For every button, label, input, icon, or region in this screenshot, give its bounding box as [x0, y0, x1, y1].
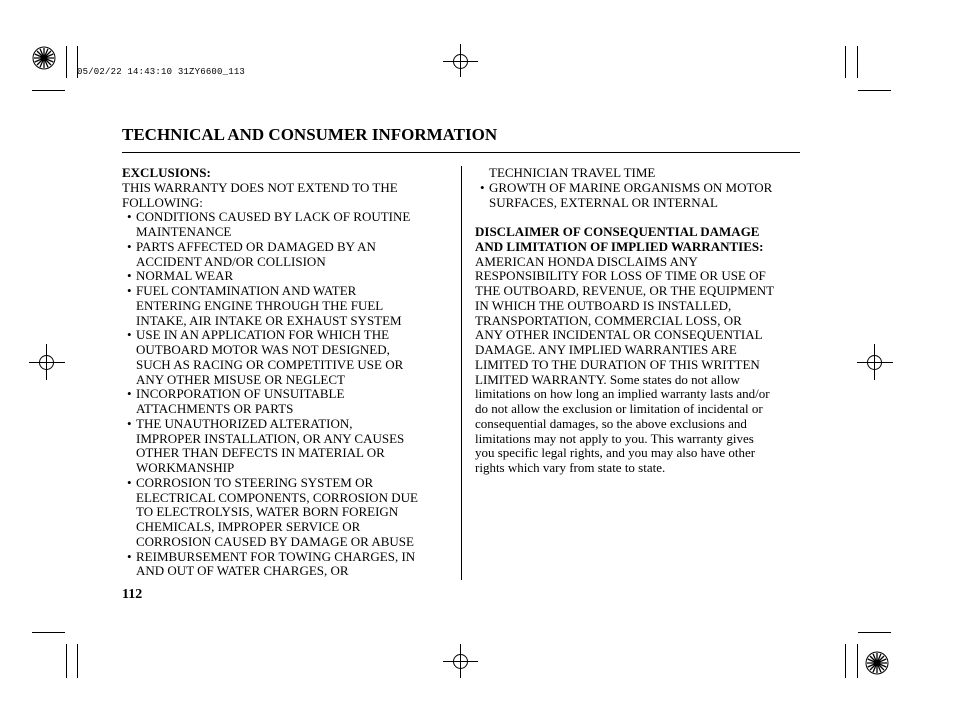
disclaimer-line: ANY OTHER INCIDENTAL OR CONSEQUENTIAL [475, 327, 763, 343]
bullet-icon: • [480, 179, 485, 195]
list-item [475, 181, 805, 211]
disclaimer-line: do not allow the exclusion or limitation of incidental or [475, 401, 763, 416]
crop-mark [845, 46, 846, 78]
exclusions-intro-line: THIS WARRANTY DOES NOT EXTEND TO THE [122, 179, 398, 195]
bullet-icon: • [127, 415, 132, 431]
registration-starburst-top-left [32, 46, 56, 70]
disclaimer-heading-line: DISCLAIMER OF CONSEQUENTIAL DAMAGE [475, 224, 760, 239]
disclaimer-line: limitations may not apply to you. This warranty gives [475, 430, 754, 446]
exclusions-list [122, 210, 452, 579]
list-item-text: OTHER THAN DEFECTS IN MATERIAL OR [136, 445, 385, 461]
list-item [122, 476, 452, 550]
disclaimer-heading-line: AND LIMITATION OF IMPLIED WARRANTIES: [475, 238, 764, 254]
exclusions-list-continued [475, 181, 805, 211]
list-item-text: CORROSION CAUSED BY DAMAGE OR ABUSE [136, 533, 414, 549]
list-item-text: SURFACES, EXTERNAL OR INTERNAL [489, 194, 718, 210]
page-title: TECHNICAL AND CONSUMER INFORMATION [122, 125, 498, 144]
crop-mark [32, 632, 65, 633]
bullet-icon: • [127, 548, 132, 564]
list-item-text: MAINTENANCE [136, 224, 232, 239]
list-item-text: AND OUT OF WATER CHARGES, OR [136, 563, 349, 579]
list-item-text: GROWTH OF MARINE ORGANISMS ON MOTOR [489, 179, 773, 195]
list-item-text: USE IN AN APPLICATION FOR WHICH THE [136, 327, 390, 343]
list-item [122, 387, 452, 417]
crop-mark [453, 661, 468, 662]
list-item-text: WORKMANSHIP [136, 460, 235, 475]
crop-mark [32, 90, 65, 91]
list-item-text: INCORPORATION OF UNSUITABLE [136, 386, 345, 402]
list-item-text: THE UNAUTHORIZED ALTERATION, [136, 415, 353, 431]
exclusions-intro-line: FOLLOWING: [122, 194, 203, 210]
list-item-text: ANY OTHER MISUSE OR NEGLECT [136, 371, 345, 387]
list-item [122, 550, 452, 580]
list-item-text: SUCH AS RACING OR COMPETITIVE USE OR [136, 356, 404, 372]
column-divider [461, 166, 462, 580]
crop-mark [845, 644, 846, 678]
crop-mark [453, 61, 468, 62]
print-slug: 05/02/22 14:43:10 31ZY6600_113 [77, 67, 246, 77]
list-item [122, 240, 452, 270]
page-number: 112 [122, 587, 143, 602]
list-item-text: INTAKE, AIR INTAKE OR EXHAUST SYSTEM [136, 312, 402, 328]
crop-mark [66, 644, 67, 678]
disclaimer-line: DAMAGE. ANY IMPLIED WARRANTIES ARE [475, 342, 737, 357]
list-item-text: FUEL CONTAMINATION AND WATER [136, 283, 357, 298]
list-item [122, 269, 452, 284]
list-item-text: CHEMICALS, IMPROPER SERVICE OR [136, 519, 361, 534]
list-item-continuation: TECHNICIAN TRAVEL TIME [489, 165, 656, 180]
list-item-text: REIMBURSEMENT FOR TOWING CHARGES, IN [136, 548, 416, 564]
bullet-icon: • [127, 327, 132, 343]
crop-mark [867, 362, 882, 363]
crop-mark [77, 644, 78, 678]
list-item-text: ELECTRICAL COMPONENTS, CORROSION DUE [136, 489, 418, 505]
disclaimer-line: TRANSPORTATION, COMMERCIAL LOSS, OR [475, 312, 742, 328]
list-item-text: TO ELECTROLYSIS, WATER BORN FOREIGN [136, 504, 399, 520]
list-item-text: ATTACHMENTS OR PARTS [136, 401, 294, 416]
list-item [122, 210, 452, 240]
list-item [122, 328, 452, 387]
list-item-text: CORROSION TO STEERING SYSTEM OR [136, 474, 374, 490]
disclaimer-line: rights which vary from state to state. [475, 460, 666, 475]
disclaimer-line: RESPONSIBILITY FOR LOSS OF TIME OR USE OF [475, 268, 766, 284]
disclaimer-line: LIMITED WARRANTY. Some states do not allow [475, 371, 740, 387]
bullet-icon: • [127, 283, 132, 298]
crop-mark [857, 644, 858, 678]
disclaimer-line: AMERICAN HONDA DISCLAIMS ANY [475, 253, 698, 269]
disclaimer-line: consequential damages, so the above exclusions and [475, 415, 747, 431]
crop-mark [66, 46, 67, 78]
list-item-text: NORMAL WEAR [136, 268, 234, 284]
crop-mark [858, 90, 891, 91]
list-item [122, 284, 452, 328]
list-item-text: ACCIDENT AND/OR COLLISION [136, 253, 326, 269]
bullet-icon: • [127, 474, 132, 490]
right-column [475, 166, 805, 476]
disclaimer-line: THE OUTBOARD, REVENUE, OR THE EQUIPMENT [475, 283, 775, 298]
disclaimer-body [475, 255, 805, 476]
list-item-text: CONDITIONS CAUSED BY LACK OF ROUTINE [136, 209, 411, 225]
left-column [122, 166, 452, 579]
exclusions-heading: EXCLUSIONS: [122, 165, 211, 180]
crop-mark [857, 46, 858, 78]
crop-mark [858, 632, 891, 633]
list-item-text: ENTERING ENGINE THROUGH THE FUEL [136, 297, 384, 313]
disclaimer-line: you specific legal rights, and you may also have other [475, 445, 756, 461]
list-item [122, 417, 452, 476]
list-item-text: OUTBOARD MOTOR WAS NOT DESIGNED, [136, 342, 390, 357]
bullet-icon: • [127, 268, 132, 284]
list-item-text: PARTS AFFECTED OR DAMAGED BY AN [136, 238, 376, 254]
bullet-icon: • [127, 238, 132, 254]
title-rule [122, 152, 800, 153]
bullet-icon: • [127, 386, 132, 402]
crop-mark [39, 362, 54, 363]
disclaimer-line: IN WHICH THE OUTBOARD IS INSTALLED, [475, 297, 732, 313]
registration-starburst-bottom-right [865, 651, 889, 675]
bullet-icon: • [127, 209, 132, 225]
disclaimer-line: limitations on how long an implied warranty lasts and/or [475, 386, 770, 402]
list-item-text: IMPROPER INSTALLATION, OR ANY CAUSES [136, 430, 405, 446]
disclaimer-line: LIMITED TO THE DURATION OF THIS WRITTEN [475, 356, 760, 372]
